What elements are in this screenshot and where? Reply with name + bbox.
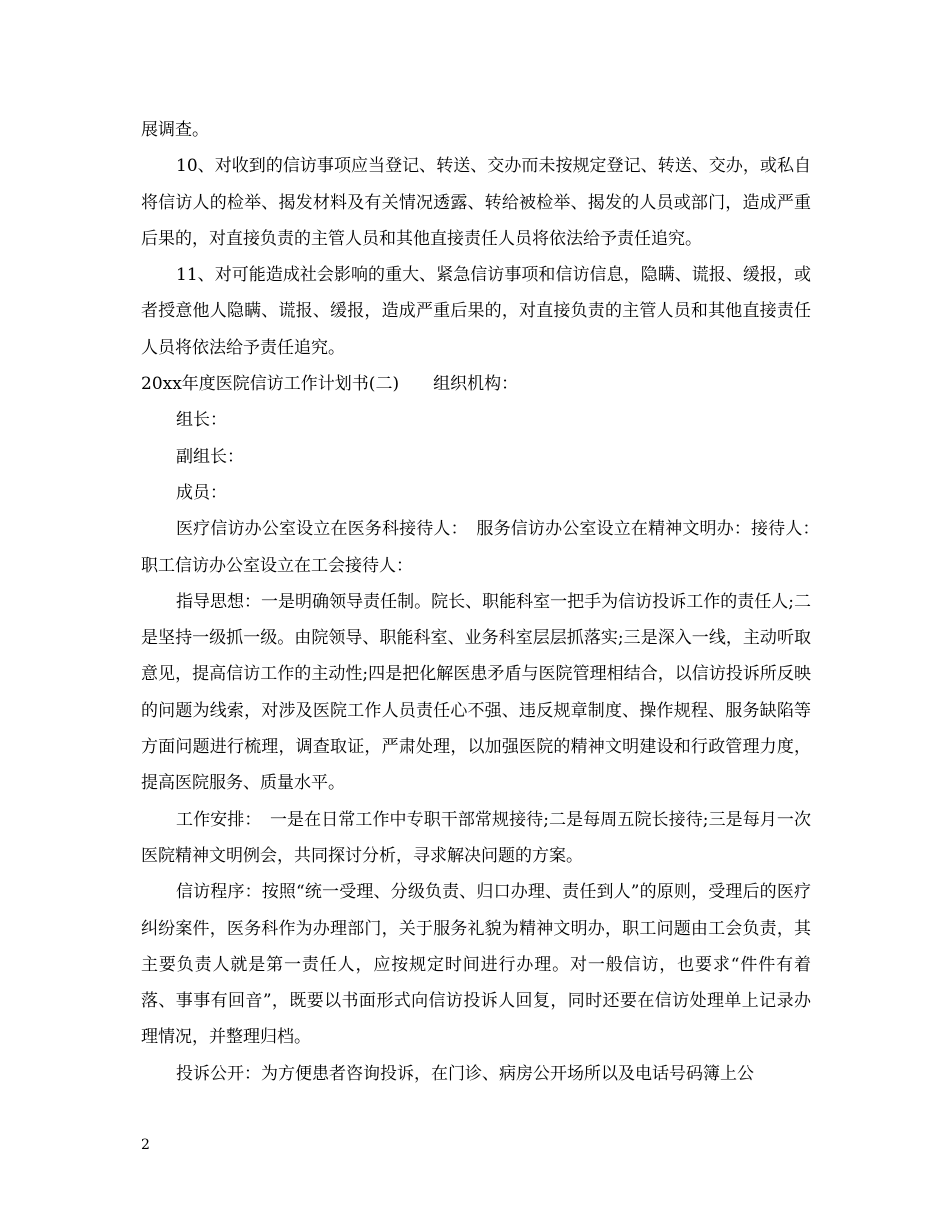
paragraph-guiding-ideology: 指导思想：一是明确领导责任制。院长、职能科室一把手为信访投诉工作的责任人;二是坚持一级抓一级。由院领导、职能科室、业务科室层层抓落实;三是深入一线，主动听取意见，提高信访工作的主动性;四是把化解医患矛盾与医院管理相结合，以信访投诉所反映的问题为线索，对涉及医院工作人员责任心不强、违反规章制度、操作规程、服务缺陷等方面问题进行梳理，调查取证，严肃处理，以加强医院的精神文明建设和行政管理力度，提高医院服务、质量水平。 <box>141 591 811 794</box>
section-title: 20xx年度医院信访工作计划书(二) 组织机构： <box>141 374 519 395</box>
paragraph-members: 成员： <box>176 482 227 503</box>
paragraph-complaint-disclosure: 投诉公开：为方便患者咨询投诉，在门诊、病房公开场所以及电话号码簿上公 <box>176 1063 754 1084</box>
paragraph-deputy-leader: 副组长： <box>176 446 244 467</box>
paragraph-group-leader: 组长： <box>176 410 227 431</box>
document-body <box>141 112 828 1092</box>
paragraph-item-11: 11、对可能造成社会影响的重大、紧急信访事项和信访信息，隐瞒、谎报、缓报，或者授意他人隐瞒、谎报、缓报，造成严重后果的，对直接负责的主管人员和其他直接责任人员将依法给予责任追究。 <box>141 265 811 358</box>
paragraph-continuation: 展调查。 <box>141 120 209 140</box>
page-number: 2 <box>141 1137 150 1153</box>
paragraph-petition-procedure: 信访程序：按照“统一受理、分级负责、归口办理、责任到人”的原则，受理后的医疗纠纷案件，医务科作为办理部门，关于服务礼貌为精神文明办，职工问题由工会负责，其主要负责人就是第一责任人，应按规定时间进行办理。对一般信访，也要求“件件有着落、事事有回音”，既要以书面形式向信访投诉人回复，同时还要在信访处理单上记录办理情况，并整理归档。 <box>141 882 811 1048</box>
paragraph-item-10: 10、对收到的信访事项应当登记、转送、交办而未按规定登记、转送、交办，或私自将信访人的检举、揭发材料及有关情况透露、转给被检举、揭发的人员或部门，造成严重后果的，对直接负责的主管人员和其他直接责任人员将依法给予责任追究。 <box>141 156 811 249</box>
paragraph-work-arrangement: 工作安排： 一是在日常工作中专职干部常规接待;二是每周五院长接待;三是每月一次医院精神文明例会，共同探讨分析，寻求解决问题的方案。 <box>141 809 811 866</box>
paragraph-offices: 医疗信访办公室设立在医务科接待人： 服务信访办公室设立在精神文明办：接待人： 职工信访办公室设立在工会接待人： <box>141 519 828 576</box>
